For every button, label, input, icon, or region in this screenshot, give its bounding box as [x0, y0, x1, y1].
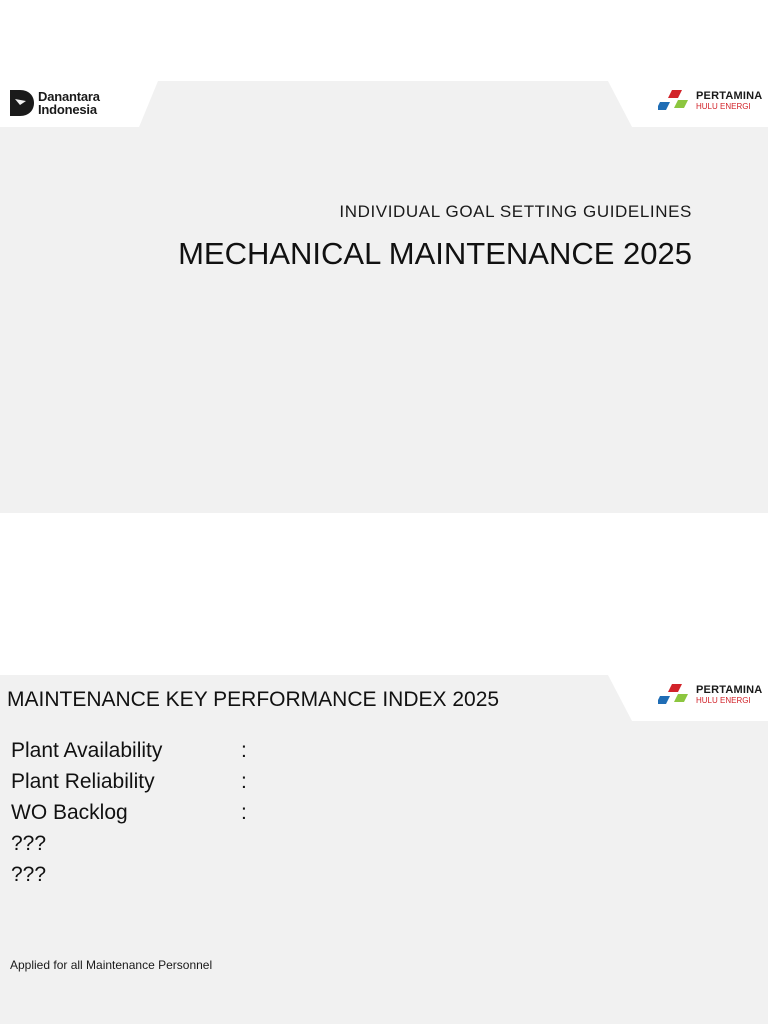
kpi-separator — [241, 828, 261, 859]
kpi-separator: : — [241, 801, 247, 824]
kpi-slide — [0, 675, 768, 1024]
slide-subtitle: INDIVIDUAL GOAL SETTING GUIDELINES — [339, 202, 692, 221]
danantara-mark-icon — [10, 90, 34, 116]
applicability-note: Applied for all Maintenance Personnel — [10, 958, 213, 972]
pertamina-mark-icon — [658, 88, 692, 114]
pertamina-logo — [658, 682, 762, 708]
kpi-item — [11, 797, 261, 828]
kpi-label: Plant Reliability — [11, 770, 155, 793]
kpi-label: WO Backlog — [11, 801, 128, 824]
kpi-separator: : — [241, 770, 247, 793]
kpi-separator — [241, 859, 261, 890]
pertamina-subtitle: HULU ENERGI — [696, 696, 751, 705]
pertamina-logo — [658, 88, 762, 114]
kpi-item — [11, 859, 261, 890]
kpi-label: ??? — [11, 832, 47, 855]
kpi-separator: : — [241, 739, 247, 762]
kpi-item — [11, 766, 261, 797]
pertamina-name: PERTAMINA — [696, 684, 763, 696]
danantara-logo — [10, 90, 100, 116]
pertamina-subtitle: HULU ENERGI — [696, 102, 751, 111]
pertamina-mark-icon — [658, 682, 692, 708]
kpi-list — [11, 735, 261, 890]
kpi-label: Plant Availability — [11, 739, 163, 762]
kpi-item — [11, 735, 261, 766]
kpi-title: MAINTENANCE KEY PERFORMANCE INDEX 2025 — [7, 688, 500, 711]
pertamina-name: PERTAMINA — [696, 90, 763, 102]
kpi-item — [11, 828, 261, 859]
danantara-line1: Danantara — [38, 89, 100, 104]
title-slide — [0, 81, 768, 513]
slide-title: MECHANICAL MAINTENANCE 2025 — [178, 236, 692, 271]
kpi-label: ??? — [11, 863, 47, 886]
danantara-line2: Indonesia — [38, 102, 97, 117]
